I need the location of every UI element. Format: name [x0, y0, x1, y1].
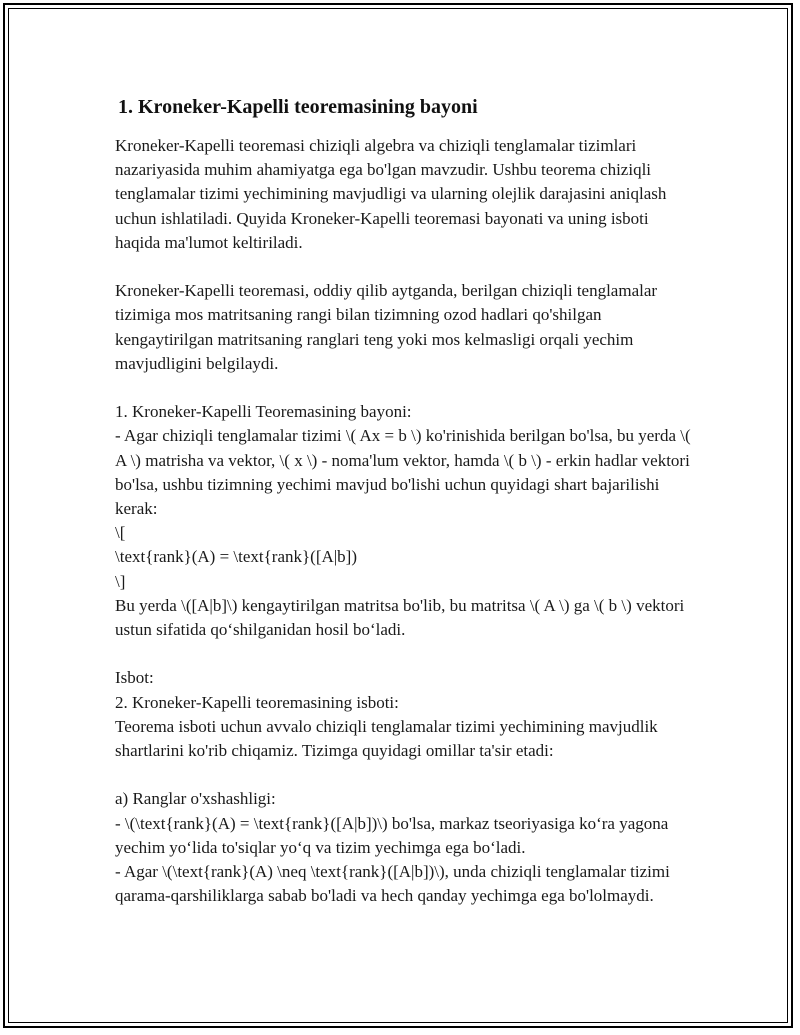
document-body [115, 94, 695, 908]
paragraph-rank-conditions: a) Ranglar o'xshashligi: - \(\text{rank}(A) = \text{rank}([A|b])\) bo'lsa, markaz tseoriyasiga ko‘ra yagona yechim yo‘lida to'siqlar yo‘q va tizim yechimga ega bo‘ladi. - Agar \(\text{rank}(A) \neq \text{rank}([A|b])\), unda chiziqli tenglamalar tizimi qarama-qarshiliklarga sabab bo'ladi va hech qanday yechimga ega bo'lolmaydi. [115, 789, 670, 906]
paragraph-gap [115, 376, 695, 400]
paragraph-summary: Kroneker-Kapelli teoremasi, oddiy qilib aytganda, berilgan chiziqli tenglamalar tizimiga mos matritsaning rangi bilan tizimning ozod hadlari qo'shilgan kengaytirilgan matritsaning ranglari teng yoki mos kelmasligi orqali yechim mavjudligini belgilaydi. [115, 281, 658, 373]
paragraph-intro: Kroneker-Kapelli teoremasi chiziqli algebra va chiziqli tenglamalar tizimlari nazariyasida muhim ahamiyatga ega bo'lgan mavzudir. Ushbu teorema chiziqli tenglamalar tizimi yechimining mavjudligi va ularning olejlik darajasini aniqlash uchun ishlatiladi. Quyida Kroneker-Kapelli teoremasi bayonati va uning isboti haqida ma'lumot keltiriladi. [115, 136, 667, 252]
paragraph-gap [115, 763, 695, 787]
paragraph-gap [115, 642, 695, 666]
document-title: 1. Kroneker-Kapelli teoremasining bayoni [118, 96, 478, 118]
paragraph-proof-intro: Isbot: 2. Kroneker-Kapelli teoremasining isboti: Teorema isboti uchun avvalo chiziqli tenglamalar tizimi yechimining mavjudlik shartlarini ko'rib chiqamiz. Tizimga quyidagi omillar ta'sir etadi: [115, 668, 658, 761]
paragraph-theorem-statement: 1. Kroneker-Kapelli Teoremasining bayoni: - Agar chiziqli tenglamalar tizimi \( Ax = b \) ko'rinishida berilgan bo'lsa, bu yerda \( A \) matrisha va vektor, \( x \) - noma'lum vektor, hamda \( b \) - erkin hadlar vektori bo'lsa, ushbu tizimning yechimi mavjud bo'lishi uchun quyidagi shart bajarilishi kerak: \[ \text{rank}(A) = \text{rank}([A|b]) \] Bu yerda \([A|b]\) kengaytirilgan matritsa bo'lib, bu matritsa \( A \) ga \( b \) vektori ustun sifatida qo‘shilganidan hosil bo‘ladi. [115, 402, 691, 640]
paragraph-gap [115, 255, 695, 279]
